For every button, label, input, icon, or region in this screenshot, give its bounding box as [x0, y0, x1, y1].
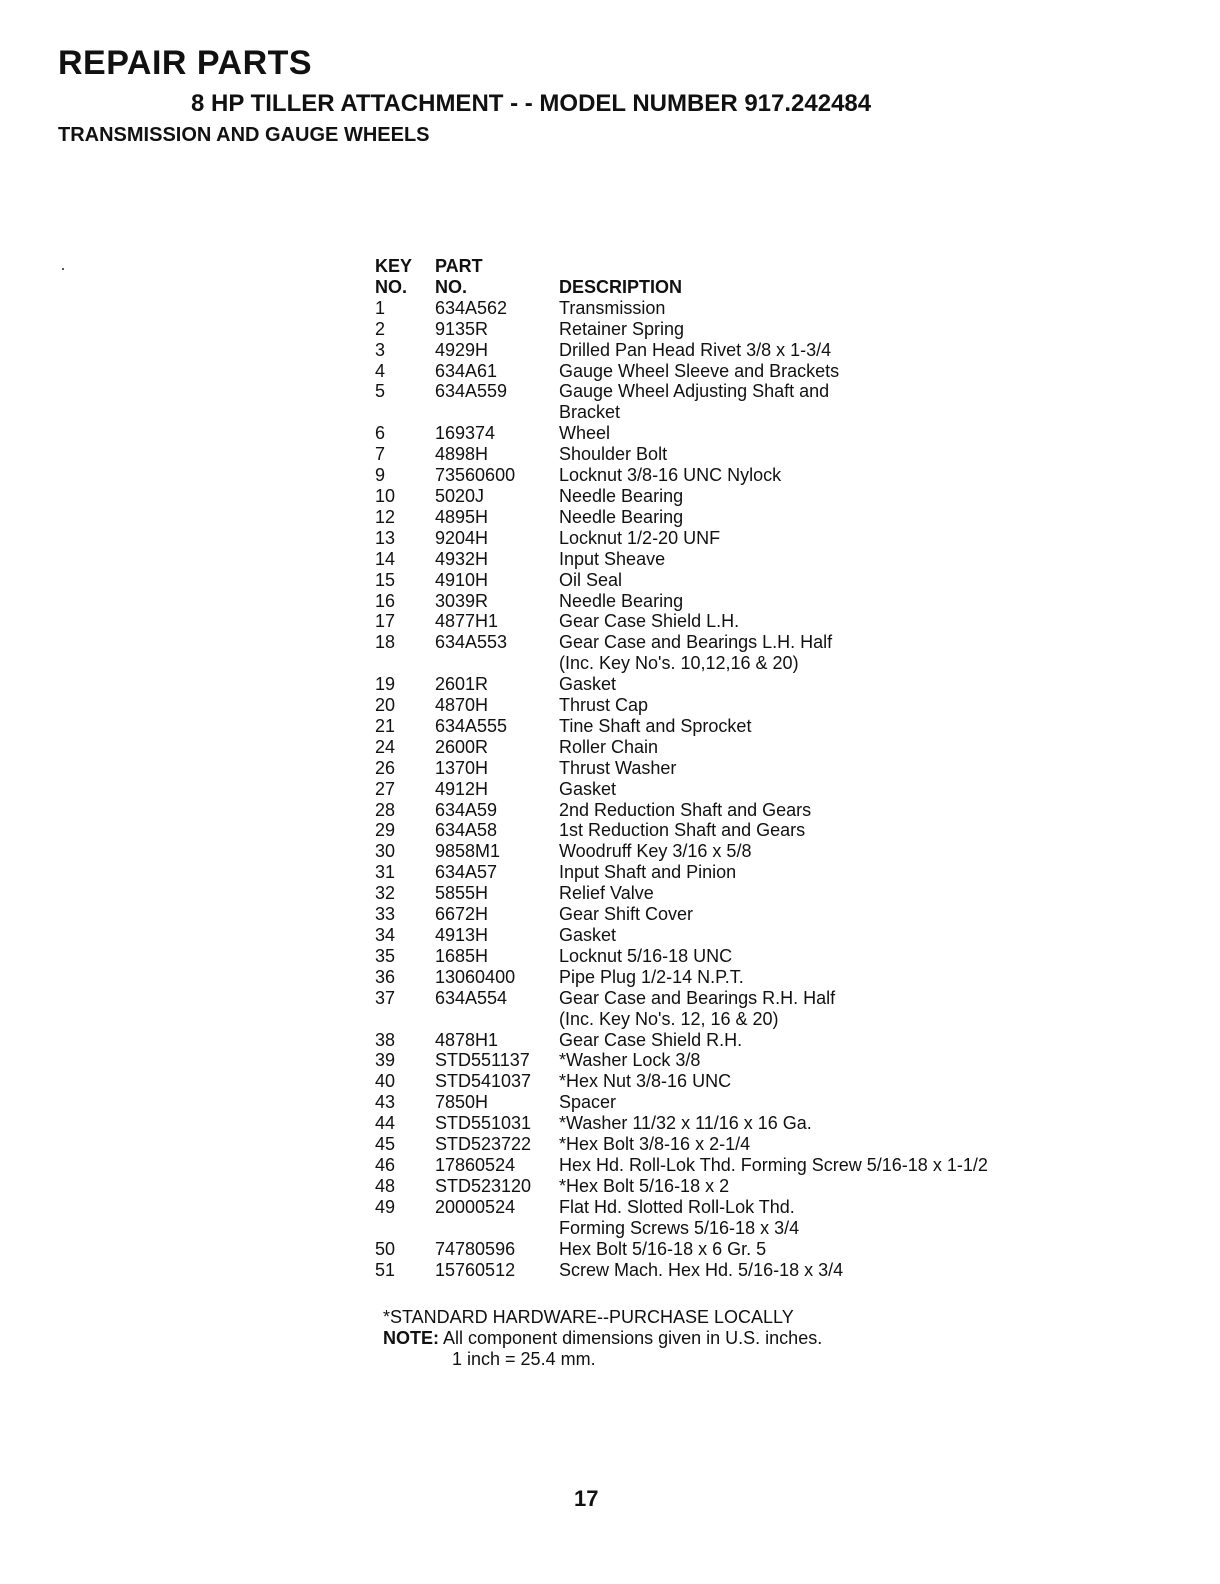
table-row — [375, 716, 1095, 737]
key-no: 37 — [375, 987, 396, 1008]
part-no: 9204H — [435, 527, 489, 548]
table-row — [375, 423, 1095, 444]
note-label: NOTE: — [383, 1328, 439, 1348]
description: Pipe Plug 1/2-14 N.P.T. — [559, 966, 744, 987]
key-no: 14 — [375, 548, 396, 569]
table-row — [375, 862, 1095, 883]
part-no: 4895H — [435, 506, 489, 527]
description: Gauge Wheel Sleeve and Brackets — [559, 360, 840, 381]
part-no: 634A553 — [435, 632, 508, 653]
key-no: 7 — [375, 444, 386, 465]
part-no: 5855H — [435, 883, 489, 904]
key-no: 38 — [375, 1029, 396, 1050]
table-row — [375, 1071, 1095, 1092]
key-no: 21 — [375, 715, 396, 736]
key-header-top: KEY — [375, 256, 413, 276]
table-row — [375, 1134, 1095, 1155]
table-row — [375, 1155, 1095, 1176]
table-row — [375, 800, 1095, 821]
key-no: 12 — [375, 506, 396, 527]
description: Gear Case and Bearings L.H. Half (Inc. Key No's. 10,12,16 & 20) — [559, 632, 833, 674]
key-no: 31 — [375, 862, 396, 883]
table-row — [375, 820, 1095, 841]
part-no: 4932H — [435, 548, 489, 569]
table-row — [375, 298, 1095, 319]
table-row — [375, 507, 1095, 528]
part-no: 6672H — [435, 904, 489, 925]
part-header-bottom: NO. — [435, 276, 468, 297]
dimension-note — [383, 1328, 822, 1349]
table-row — [375, 946, 1095, 967]
table-row — [375, 883, 1095, 904]
part-no: 4913H — [435, 925, 489, 945]
description: Input Sheave — [559, 548, 666, 569]
part-no: 4878H1 — [435, 1029, 499, 1050]
key-no: 4 — [375, 360, 386, 381]
table-row — [375, 1176, 1095, 1197]
part-no: 4912H — [435, 778, 489, 799]
table-row — [375, 340, 1095, 361]
description: Gear Shift Cover — [559, 904, 694, 925]
description: *Hex Bolt 3/8-16 x 2-1/4 — [559, 1134, 751, 1155]
table-row — [375, 779, 1095, 800]
table-row — [375, 444, 1095, 465]
table-row — [375, 925, 1095, 946]
page-number: 17 — [574, 1486, 599, 1511]
parts-header-row-2 — [375, 277, 1095, 298]
part-no: STD523722 — [435, 1134, 532, 1155]
key-no: 20 — [375, 695, 396, 716]
part-no: 634A562 — [435, 297, 508, 318]
table-row — [375, 611, 1095, 632]
description: Relief Valve — [559, 883, 654, 904]
description: Retainer Spring — [559, 318, 685, 339]
key-no: 50 — [375, 1238, 396, 1259]
table-row — [375, 549, 1095, 570]
description: Shoulder Bolt — [559, 444, 668, 465]
part-no: 634A59 — [435, 799, 498, 820]
table-row — [375, 381, 1095, 423]
part-no: 73560600 — [435, 465, 516, 486]
description: Locknut 1/2-20 UNF — [559, 527, 721, 548]
table-row — [375, 695, 1095, 716]
table-row — [375, 361, 1095, 382]
part-no: 634A61 — [435, 360, 498, 381]
part-no: 4929H — [435, 339, 489, 360]
key-no: 10 — [375, 485, 396, 506]
part-no: 13060400 — [435, 966, 516, 987]
part-no: STD551031 — [435, 1113, 532, 1134]
key-no: 5 — [375, 381, 386, 402]
part-no: 17860524 — [435, 1154, 516, 1175]
key-no: 34 — [375, 925, 396, 945]
desc-header-spacer — [559, 256, 1095, 277]
table-row — [375, 1260, 1095, 1281]
description: Woodruff Key 3/16 x 5/8 — [559, 841, 752, 862]
key-no: 35 — [375, 945, 396, 966]
description: Gear Case Shield L.H. — [559, 611, 740, 632]
table-row — [375, 758, 1095, 779]
key-no: 17 — [375, 611, 396, 632]
table-row — [375, 904, 1095, 925]
table-row — [375, 988, 1095, 1030]
part-no: 20000524 — [435, 1196, 516, 1217]
table-row — [375, 486, 1095, 507]
table-row — [375, 1197, 1095, 1239]
model-subtitle: 8 HP TILLER ATTACHMENT - - MODEL NUMBER 917.242484 — [191, 90, 872, 117]
key-no: 40 — [375, 1071, 396, 1092]
description: *Washer 11/32 x 11/16 x 16 Ga. — [559, 1113, 812, 1134]
part-no: 5020J — [435, 485, 485, 506]
key-no: 13 — [375, 527, 396, 548]
description: Gear Case Shield R.H. — [559, 1029, 743, 1050]
table-row — [375, 465, 1095, 486]
key-no: 9 — [375, 465, 386, 486]
table-row — [375, 1113, 1095, 1134]
key-no: 43 — [375, 1092, 396, 1113]
part-no: STD541037 — [435, 1071, 532, 1092]
description: Thrust Cap — [559, 695, 649, 716]
table-row — [375, 1239, 1095, 1260]
part-no: 9135R — [435, 318, 489, 339]
key-no: 19 — [375, 674, 396, 695]
key-no: 26 — [375, 757, 396, 778]
page-title: REPAIR PARTS — [58, 44, 313, 82]
part-no: 3039R — [435, 590, 489, 611]
key-no: 16 — [375, 590, 396, 611]
parts-header-row-1 — [375, 256, 1095, 277]
key-no: 30 — [375, 841, 396, 862]
table-row — [375, 737, 1095, 758]
description: 1st Reduction Shaft and Gears — [559, 820, 806, 841]
description: Locknut 5/16-18 UNC — [559, 945, 733, 966]
part-no: 634A58 — [435, 820, 498, 841]
key-no: 51 — [375, 1259, 396, 1280]
description: *Washer Lock 3/8 — [559, 1050, 701, 1071]
part-no: 2600R — [435, 736, 489, 757]
table-row — [375, 632, 1095, 674]
description: Wheel — [559, 423, 611, 444]
description: Input Shaft and Pinion — [559, 862, 737, 883]
key-no: 24 — [375, 736, 396, 757]
key-no: 27 — [375, 778, 396, 799]
scan-speck — [62, 268, 64, 270]
description: Hex Hd. Roll-Lok Thd. Forming Screw 5/16-18 x 1-1/2 — [559, 1154, 988, 1175]
part-no: 169374 — [435, 423, 496, 444]
description: Gasket — [559, 674, 617, 695]
description: Tine Shaft and Sprocket — [559, 715, 752, 736]
part-no: 634A555 — [435, 715, 508, 736]
part-no: 634A57 — [435, 862, 498, 883]
part-no: 4870H — [435, 695, 489, 716]
description: Screw Mach. Hex Hd. 5/16-18 x 3/4 — [559, 1259, 844, 1280]
table-row — [375, 591, 1095, 612]
description: Flat Hd. Slotted Roll-Lok Thd. Forming Screws 5/16-18 x 3/4 — [559, 1196, 800, 1238]
table-row — [375, 1092, 1095, 1113]
standard-hardware-note: *STANDARD HARDWARE--PURCHASE LOCALLY — [383, 1307, 794, 1327]
description: Drilled Pan Head Rivet 3/8 x 1-3/4 — [559, 339, 832, 360]
part-no: 15760512 — [435, 1259, 516, 1280]
key-no: 45 — [375, 1134, 396, 1155]
parts-list — [375, 256, 1095, 1280]
description: Needle Bearing — [559, 506, 684, 527]
description: Transmission — [559, 297, 666, 318]
key-no: 36 — [375, 966, 396, 987]
description: *Hex Nut 3/8-16 UNC — [559, 1071, 732, 1092]
section-heading: TRANSMISSION AND GAUGE WHEELS — [58, 124, 430, 146]
table-row — [375, 319, 1095, 340]
key-no: 33 — [375, 904, 396, 925]
description: Locknut 3/8-16 UNC Nylock — [559, 465, 782, 486]
conversion-note: 1 inch = 25.4 mm. — [452, 1349, 596, 1369]
table-row — [375, 967, 1095, 988]
key-no: 2 — [375, 318, 386, 339]
part-no: 4877H1 — [435, 611, 499, 632]
description: Needle Bearing — [559, 590, 684, 611]
description: Needle Bearing — [559, 485, 684, 506]
part-no: STD523120 — [435, 1175, 532, 1196]
table-row — [375, 1050, 1095, 1071]
table-row — [375, 674, 1095, 695]
key-no: 39 — [375, 1050, 396, 1071]
description: Gasket — [559, 925, 617, 945]
part-no: STD551137 — [435, 1050, 530, 1071]
part-no: 7850H — [435, 1092, 489, 1113]
key-no: 28 — [375, 799, 396, 820]
footer-notes — [383, 1307, 822, 1370]
description: *Hex Bolt 5/16-18 x 2 — [559, 1175, 730, 1196]
key-header-bottom: NO. — [375, 276, 408, 297]
description: Gauge Wheel Adjusting Shaft and Bracket — [559, 381, 830, 423]
table-row — [375, 528, 1095, 549]
key-no: 49 — [375, 1196, 396, 1217]
key-no: 3 — [375, 339, 386, 360]
key-no: 29 — [375, 820, 396, 841]
key-no: 44 — [375, 1113, 396, 1134]
part-no: 1685H — [435, 945, 489, 966]
description: Gasket — [559, 778, 617, 799]
description: Hex Bolt 5/16-18 x 6 Gr. 5 — [559, 1238, 767, 1259]
description: Roller Chain — [559, 736, 659, 757]
note-text: All component dimensions given in U.S. inches. — [439, 1328, 823, 1348]
part-header-top: PART — [435, 256, 483, 276]
key-no: 6 — [375, 423, 386, 444]
description: Oil Seal — [559, 569, 623, 590]
key-no: 1 — [375, 297, 386, 318]
part-no: 4898H — [435, 444, 489, 465]
description: Spacer — [559, 1092, 617, 1113]
part-no: 2601R — [435, 674, 489, 695]
description: 2nd Reduction Shaft and Gears — [559, 799, 812, 820]
desc-header: DESCRIPTION — [559, 276, 683, 297]
part-no: 74780596 — [435, 1238, 516, 1259]
part-no: 1370H — [435, 757, 489, 778]
description: Thrust Washer — [559, 757, 677, 778]
key-no: 15 — [375, 569, 396, 590]
parts-rows — [375, 298, 1095, 1281]
description: Gear Case and Bearings R.H. Half (Inc. Key No's. 12, 16 & 20) — [559, 987, 836, 1029]
part-no: 9858M1 — [435, 841, 501, 862]
part-no: 634A559 — [435, 381, 508, 402]
key-no: 18 — [375, 632, 396, 653]
part-no: 634A554 — [435, 987, 508, 1008]
key-no: 32 — [375, 883, 396, 904]
part-no: 4910H — [435, 569, 489, 590]
table-row — [375, 1030, 1095, 1051]
key-no: 46 — [375, 1154, 396, 1175]
key-no: 48 — [375, 1175, 396, 1196]
table-row — [375, 841, 1095, 862]
table-row — [375, 570, 1095, 591]
